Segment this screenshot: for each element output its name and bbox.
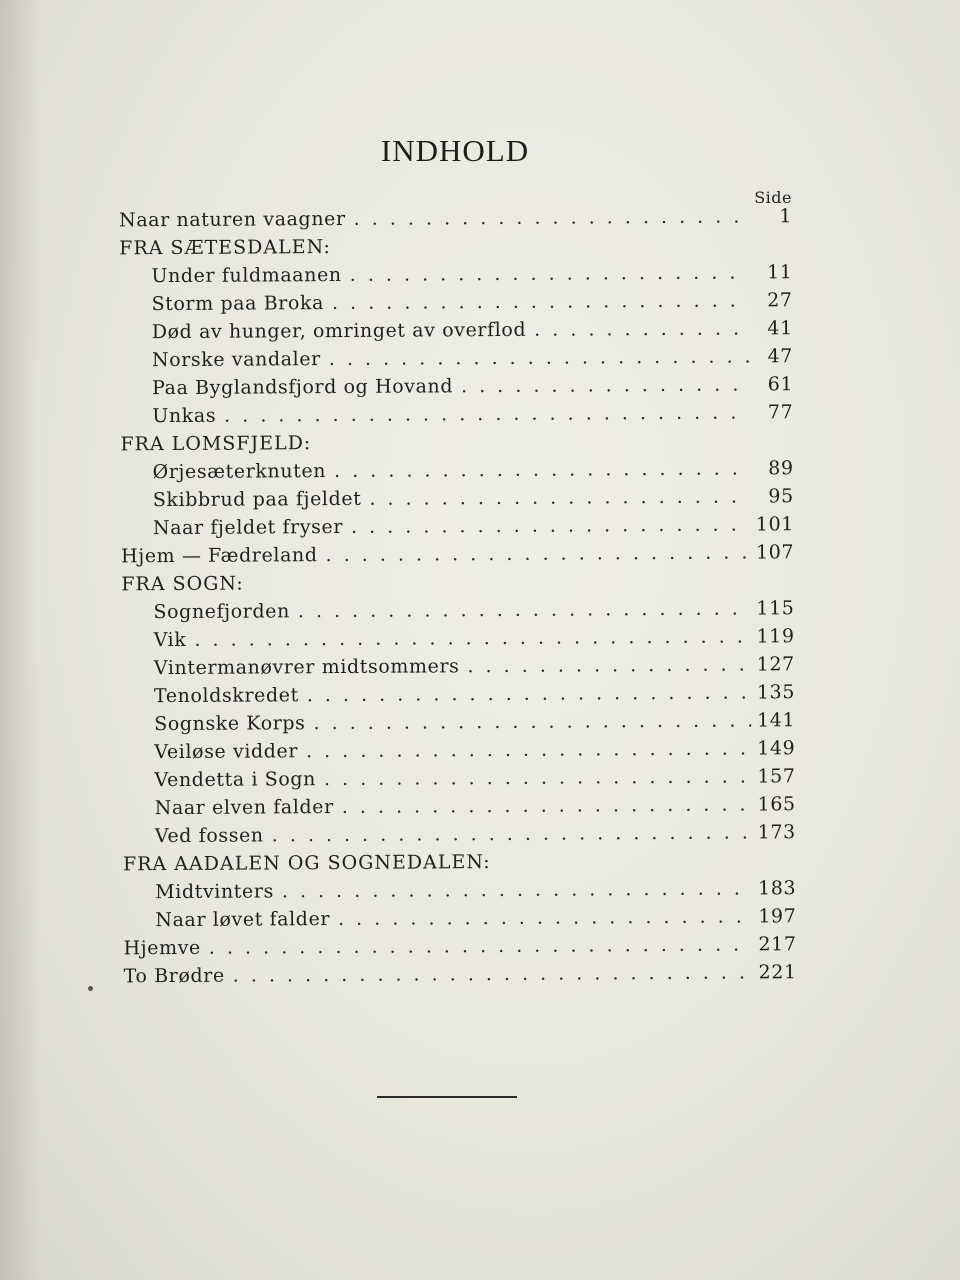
toc-entry-page: 165 xyxy=(757,793,796,816)
toc-entry-page: 149 xyxy=(757,737,796,760)
toc-entry-page: 115 xyxy=(756,597,795,620)
toc-entry-page: 217 xyxy=(758,933,797,956)
dot-leader xyxy=(194,622,750,653)
dot-leader xyxy=(351,510,750,540)
toc-entry-title: Midtvinters xyxy=(155,880,274,904)
dot-leader xyxy=(282,874,752,905)
toc-entry-title: Ved fossen xyxy=(154,824,264,848)
dot-leader xyxy=(307,678,751,709)
dot-leader xyxy=(338,902,752,933)
toc-entry-page: 101 xyxy=(755,513,795,536)
toc-entry-title: Storm paa Broka xyxy=(151,292,325,316)
section-title: FRA AADALEN OG SOGNEDALEN: xyxy=(122,851,491,876)
dot-leader xyxy=(306,734,751,765)
toc-entry-title: Naar løvet falder xyxy=(155,908,331,932)
toc-entry-page: 47 xyxy=(767,345,794,368)
section-title: FRA SÆTESDALEN: xyxy=(119,236,331,260)
toc-entry-page: 119 xyxy=(756,625,795,648)
toc-entry-page: 141 xyxy=(757,709,796,732)
toc-entry-page: 89 xyxy=(768,457,794,480)
page-title: INDHOLD xyxy=(380,133,530,168)
toc-entry-title: Tenoldskredet xyxy=(153,684,299,708)
toc-entry-page: 1 xyxy=(779,205,793,228)
dot-leader xyxy=(272,818,752,849)
dot-leader xyxy=(332,286,749,317)
toc-entry-title: Hjem — Fædreland xyxy=(121,544,318,568)
toc-entry-title: Paa Byglandsfjord og Hovand xyxy=(152,375,454,400)
dot-leader xyxy=(326,538,751,569)
dot-leader xyxy=(461,370,749,400)
table-of-contents xyxy=(0,201,960,991)
toc-entry-title: Veiløse vidder xyxy=(154,740,299,764)
toc-entry-title: Unkas xyxy=(152,404,217,428)
toc-entry-page: 197 xyxy=(758,905,797,928)
toc-entry-title: Vik xyxy=(153,628,187,652)
toc-entry-title: Ørjesæterknuten xyxy=(152,460,327,484)
page-column-label: Side xyxy=(754,188,792,207)
dot-leader xyxy=(209,930,753,961)
toc-entry-title: Hjemve xyxy=(123,936,201,960)
toc-entry-page: 61 xyxy=(767,373,794,396)
dot-leader xyxy=(324,762,752,793)
toc-entry-page: 77 xyxy=(767,401,794,424)
dot-leader xyxy=(329,342,749,373)
toc-entry-page: 157 xyxy=(757,765,796,788)
toc-entry-page: 11 xyxy=(766,261,793,284)
toc-entry-title: Død av hunger, omringet av overflod xyxy=(151,318,527,344)
closing-rule xyxy=(377,1096,517,1098)
dot-leader xyxy=(298,594,751,625)
section-title: FRA LOMSFJELD: xyxy=(120,432,312,456)
toc-entry-title: Naar elven falder xyxy=(154,796,334,820)
toc-entry-title: Norske vandaler xyxy=(151,348,321,372)
toc-entry-title: To Brødre xyxy=(123,964,225,988)
dot-leader xyxy=(342,790,752,821)
toc-entry-title: Under fuldmaanen xyxy=(151,263,342,288)
toc-entry-page: 127 xyxy=(756,653,795,676)
toc-entry-page: 27 xyxy=(767,289,793,312)
dot-leader xyxy=(369,482,750,512)
dot-leader xyxy=(334,454,750,485)
toc-entry-page: 173 xyxy=(757,821,796,844)
dot-leader xyxy=(534,314,749,343)
toc-entry-page: 95 xyxy=(768,485,794,508)
toc-entry-title: Naar fjeldet fryser xyxy=(152,515,344,540)
toc-entry-title: Sognefjorden xyxy=(153,600,290,624)
toc-entry-page: 135 xyxy=(756,681,796,704)
toc-entry-title: Naar naturen vaagner xyxy=(119,207,346,232)
toc-entry-page: 221 xyxy=(758,961,797,984)
dot-leader xyxy=(354,202,749,232)
toc-entry-title: Vendetta i Sogn xyxy=(154,768,317,792)
dot-leader xyxy=(313,706,751,737)
toc-entry-page: 107 xyxy=(755,541,795,564)
toc-entry-page: 41 xyxy=(767,317,793,340)
dot-leader xyxy=(467,650,750,680)
ink-speck xyxy=(88,986,93,991)
toc-entry xyxy=(5,957,960,991)
toc-entry-page: 183 xyxy=(758,877,797,900)
toc-entry-title: Skibbrud paa fjeldet xyxy=(152,487,362,512)
toc-entry-title: Vintermanøvrer midtsommers xyxy=(153,655,460,680)
toc-entry-title: Sognske Korps xyxy=(154,712,306,736)
dot-leader xyxy=(233,958,753,989)
section-title: FRA SOGN: xyxy=(121,572,244,596)
dot-leader xyxy=(224,398,749,429)
dot-leader xyxy=(350,258,749,288)
